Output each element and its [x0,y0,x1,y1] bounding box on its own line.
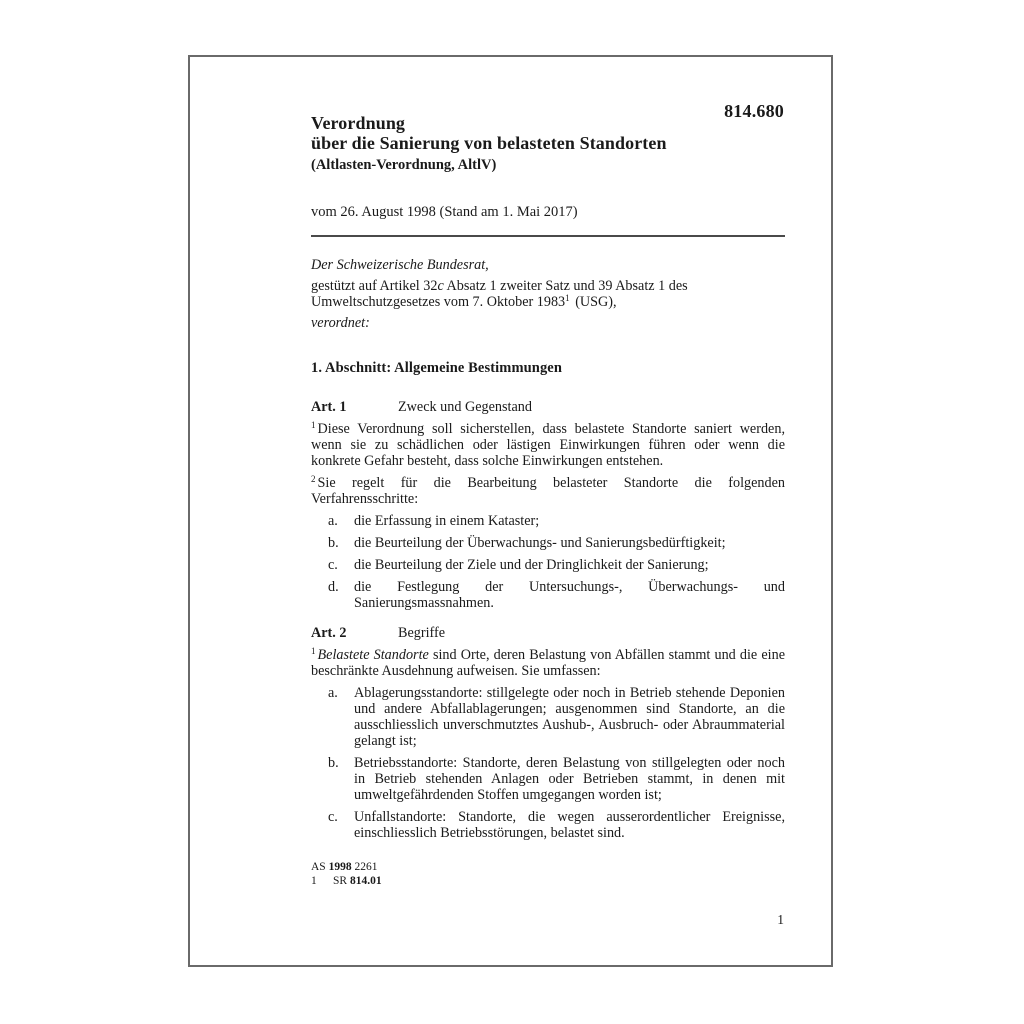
footnotes [311,860,382,888]
list-item [311,557,785,573]
preamble-basis [311,278,785,310]
official-compilation-ref [311,860,382,874]
footnote-1 [311,874,382,888]
section-title: 1. Abschnitt: Allgemeine Bestimmungen [311,360,563,376]
footnote-mark: 1 [311,875,317,887]
paragraph-1 [311,421,785,469]
article-header [311,625,785,641]
basis-text-end: (USG), [571,294,617,310]
list-label: d. [328,579,339,595]
as-prefix: AS [311,861,329,873]
list-text: die Beurteilung der Ziele und der Dringlichkeit der Sanierung; [354,557,709,573]
preamble-enacts: verordnet: [311,315,370,331]
title-block [311,113,731,174]
footnote-ref[interactable]: 1 [565,293,570,303]
article-number: Art. 2 [311,625,347,641]
article-heading: Zweck und Gegenstand [398,399,532,415]
procedure-steps-list [311,513,785,611]
title-line-2: über die Sanierung von belasteten Standorten [311,133,667,153]
list-label: a. [328,513,338,529]
article-header [311,399,785,415]
paragraph-number: 1 [311,420,316,430]
list-item [311,513,785,529]
list-text: Betriebsstandorte: Standorte, deren Belastung von stillgelegten oder noch in Betrieb stehenden Anlagen oder Betrieben stammt, in denen mit umweltgefährdenden Stoffen umgegangen worden ist; [354,755,785,803]
preamble-authority: Der Schweizerische Bundesrat, [311,257,489,273]
paragraph-2 [311,475,785,507]
paragraph-number: 1 [311,646,316,656]
paragraph-text: Sie regelt für die Bearbeitung belasteter Standorte die folgenden Verfahrensschritte: [311,475,785,507]
footnote-sr-link[interactable]: 814.01 [349,875,382,887]
list-item [311,685,785,749]
list-text: die Beurteilung der Überwachungs- und Sanierungsbedürftigkeit; [354,535,726,551]
paragraph-text: Diese Verordnung soll sicherstellen, dass belastete Standorte saniert werden, wenn sie zu schädlichen oder lästigen Einwirkungen führen oder wenn die konkrete Gefahr besteht, dass solche Einwirkungen entstehen. [311,421,785,469]
paragraph-text: sind Orte, deren Belastung von Abfällen stammt und die eine beschränkte Ausdehnung aufweisen. Sie umfassen: [311,647,785,679]
article-1 [311,399,785,617]
basis-italic-letter: c [437,278,444,294]
basis-text: gestützt auf Artikel 32 [311,278,438,294]
list-text: Ablagerungsstandorte: stillgelegte oder noch in Betrieb stehende Deponien und andere Abfallablagerungen; ausgenommen sind Standorte, an die ausschliesslich unverschmutztes Aushub-, Ausbruch- oder Abraummaterial gelangt ist; [354,685,785,749]
list-item [311,809,785,841]
paragraph-1 [311,647,785,679]
date-line: vom 26. August 1998 (Stand am 1. Mai 2017) [311,204,578,220]
defined-term: Belastete Standorte [317,647,429,663]
title-divider [311,235,785,237]
list-label: c. [328,557,338,573]
paragraph-number: 2 [311,474,316,484]
sr-number: 814.680 [724,101,784,121]
list-text: die Erfassung in einem Kataster; [354,513,540,529]
basis-text-cont: Absatz 1 zweiter Satz und 39 Absatz 1 des Umweltschutzgesetzes vom 7. Oktober 1983 [311,278,688,310]
list-label: c. [328,809,338,825]
site-types-list [311,685,785,841]
article-2 [311,625,785,847]
list-text: die Festlegung der Untersuchungs-, Überwachungs- und Sanierungsmassnahmen. [354,579,785,611]
preamble [311,257,785,336]
list-label: a. [328,685,338,701]
list-item [311,535,785,551]
list-label: b. [328,535,339,551]
article-heading: Begriffe [398,625,446,641]
as-year: 1998 [328,861,352,873]
article-number: Art. 1 [311,399,347,415]
page-number: 1 [777,912,784,927]
list-label: b. [328,755,339,771]
footnote-prefix: SR [333,875,348,887]
as-page: 2261 [351,861,378,873]
list-item [311,755,785,803]
list-item [311,579,785,611]
list-text: Unfallstandorte: Standorte, die wegen ausserordentlicher Ereignisse, einschliesslich Betriebsstörungen, belastet sind. [354,809,785,841]
title-line-1: Verordnung [311,113,406,133]
document-page [188,55,833,967]
subtitle: (Altlasten-Verordnung, AltlV) [311,157,497,173]
